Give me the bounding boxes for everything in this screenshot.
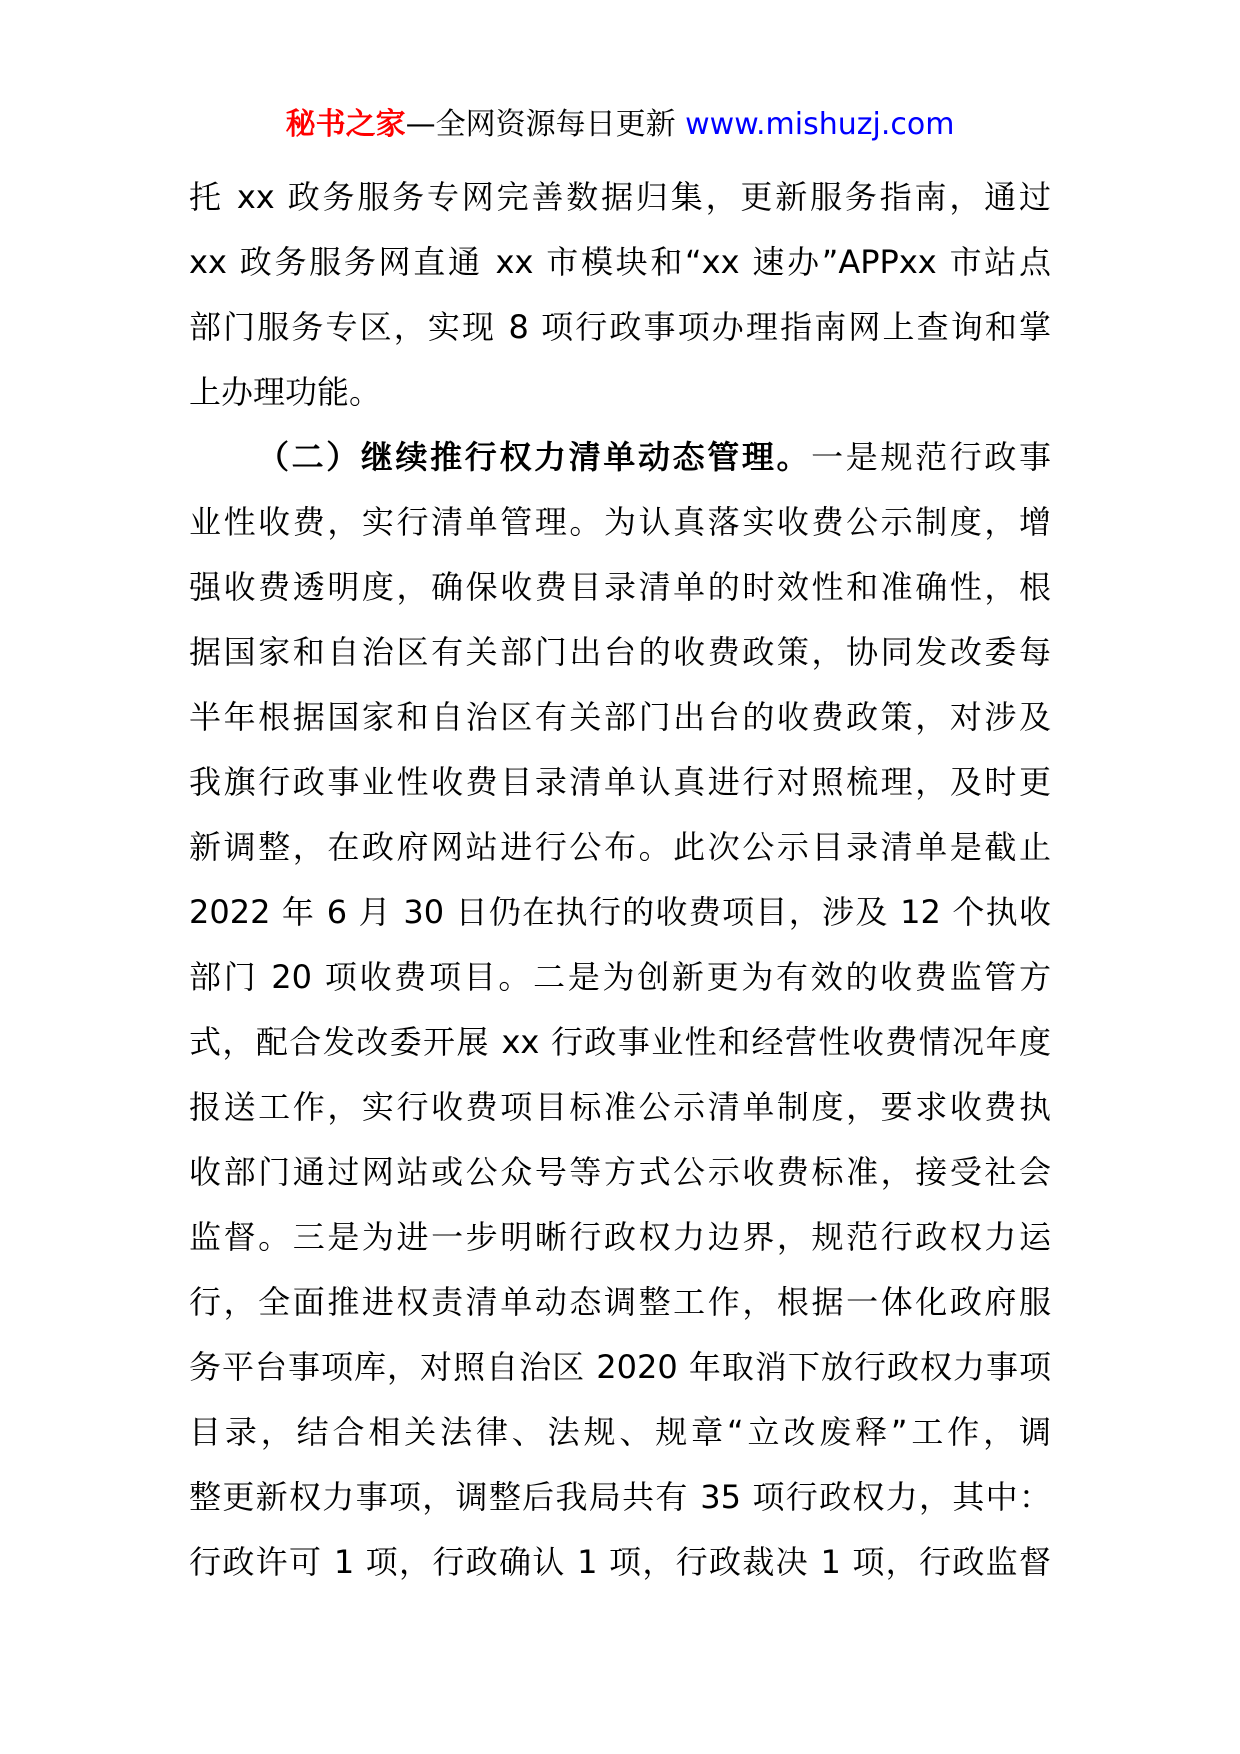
text-line: 业性收费，实行清单管理。为认真落实收费公示制度，增 [189,503,1051,541]
site-header [0,100,1240,150]
document-body [189,165,1051,1595]
text-line: xx 政务服务网直通 xx 市模块和“xx 速办”APPxx 市站点 [189,243,1051,281]
text-line: 行，全面推进权责清单动态调整工作，根据一体化政府服 [189,1283,1051,1321]
text-line: 上办理功能。 [189,373,382,411]
text-line: 强收费透明度，确保收费目录清单的时效性和准确性，根 [189,568,1051,606]
text-line: 托 xx 政务服务专网完善数据归集，更新服务指南，通过 [189,178,1051,216]
site-brand: 秘书之家 [285,107,406,142]
text-line: 务平台事项库，对照自治区 2020 年取消下放行政权力事项 [189,1348,1051,1386]
text-line: 目录，结合相关法律、法规、规章“立改废释”工作，调 [189,1413,1051,1451]
paragraph-section-2 [189,425,1051,1595]
text-fragment: 一是规范行政事 [811,438,1051,476]
site-url-link[interactable]: www.mishuzj.com [685,107,955,142]
paragraph-continuation [189,165,1051,425]
text-line: 监督。三是为进一步明晰行政权力边界，规范行政权力运 [189,1218,1051,1256]
text-line: 报送工作，实行收费项目标准公示清单制度，要求收费执 [189,1088,1051,1126]
text-line: 收部门通过网站或公众号等方式公示收费标准，接受社会 [189,1153,1051,1191]
text-line: 行政许可 1 项，行政确认 1 项，行政裁决 1 项，行政监督 [189,1543,1051,1581]
text-line: 部门 20 项收费项目。二是为创新更为有效的收费监管方 [189,958,1051,996]
site-tagline: —全网资源每日更新 [405,107,686,142]
text-line: 半年根据国家和自治区有关部门出台的收费政策，对涉及 [189,698,1051,736]
text-line-with-heading [189,425,1051,490]
text-line: 新调整，在政府网站进行公布。此次公示目录清单是截止 [189,828,1051,866]
text-line: 据国家和自治区有关部门出台的收费政策，协同发改委每 [189,633,1051,671]
text-line: 式，配合发改委开展 xx 行政事业性和经营性收费情况年度 [189,1023,1051,1061]
text-line: 我旗行政事业性收费目录清单认真进行对照梳理，及时更 [189,763,1051,801]
section-heading: （二）继续推行权力清单动态管理。 [257,438,812,476]
text-line: 部门服务专区，实现 8 项行政事项办理指南网上查询和掌 [189,308,1051,346]
text-line: 整更新权力事项，调整后我局共有 35 项行政权力，其中： [189,1478,1051,1516]
text-line: 2022 年 6 月 30 日仍在执行的收费项目，涉及 12 个执收 [189,893,1051,931]
